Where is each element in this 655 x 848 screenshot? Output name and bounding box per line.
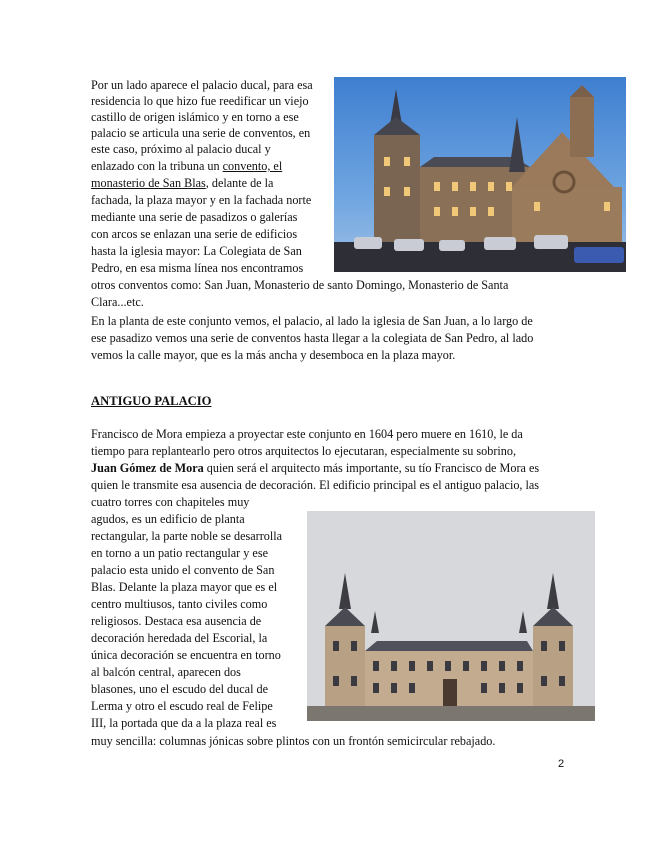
text-line: vemos la calle mayor, que es la más ancha y desemboca en la plaza mayor. bbox=[91, 348, 456, 362]
text-line: III, la portada que da a la plaza real es bbox=[91, 716, 277, 730]
text-line: cuatro torres con chapiteles muy bbox=[91, 495, 250, 509]
text-line bbox=[91, 159, 282, 174]
text-line: otros conventos como: San Juan, Monasterio de santo Domingo, Monasterio de Santa bbox=[91, 278, 509, 292]
page-number: 2 bbox=[558, 758, 565, 770]
text-line: Francisco de Mora empieza a proyectar este conjunto en 1604 pero muere en 1610, le da bbox=[91, 427, 523, 441]
text-line: palacio se articula una serie de conventos, en bbox=[91, 126, 311, 140]
text-line: castillo de origen islámico y en torno a ese bbox=[91, 110, 299, 124]
text-line bbox=[91, 461, 539, 476]
text-line: residencia lo que hizo fue reedificar un viejo bbox=[91, 94, 309, 108]
text-line: fachada, la plaza mayor y en la fachada norte bbox=[91, 193, 312, 207]
text-line: con arcos se enlazan una serie de edificios bbox=[91, 227, 298, 241]
text-line: ese pasadizo vemos una serie de conventos hasta llegar a la colegiata de San Pedro, al lado bbox=[91, 331, 534, 345]
text-segment: quien será el arquitecto más importante, su tío Francisco de Mora es bbox=[203, 461, 540, 475]
bold-name: Juan Gómez de Mora bbox=[91, 461, 204, 475]
text-line: Blas. Delante la plaza mayor que es el bbox=[91, 580, 278, 594]
text-line bbox=[91, 176, 273, 191]
section-heading: ANTIGUO PALACIO bbox=[91, 394, 212, 408]
text-segment: enlazado con la tribuna un bbox=[91, 159, 223, 173]
text-line: palacio esta unido el convento de San bbox=[91, 563, 275, 577]
text-line: blasones, uno el escudo del ducal de bbox=[91, 682, 269, 696]
text-line: centro multiusos, tanto civiles como bbox=[91, 597, 268, 611]
ducal-palace-dusk-photo bbox=[334, 77, 626, 272]
text-line: rectangular, la parte noble se desarrolla bbox=[91, 529, 283, 543]
text-line: única decoración se encuentra en torno bbox=[91, 648, 281, 662]
text-line: En la planta de este conjunto vemos, el palacio, al lado la iglesia de San Juan, a lo largo de bbox=[91, 314, 533, 328]
text-line: Pedro, en esa misma línea nos encontramos bbox=[91, 261, 304, 275]
text-line: Clara...etc. bbox=[91, 295, 144, 309]
text-line: hasta la iglesia mayor: La Colegiata de San bbox=[91, 244, 302, 258]
text-line: este caso, próximo al palacio ducal y bbox=[91, 142, 271, 156]
text-line: al balcón central, aparecen dos bbox=[91, 665, 241, 679]
text-line: Lerma y otro el escudo real de Felipe bbox=[91, 699, 273, 713]
text-line: agudos, es un edificio de planta bbox=[91, 512, 245, 526]
text-line: en torno a un patio rectangular y ese bbox=[91, 546, 268, 560]
palace-facade-photo bbox=[307, 511, 595, 721]
text-line: quien le transmite esa ausencia de decoración. El edificio principal es el antiguo palacio, las bbox=[91, 478, 540, 492]
underlined-text: monasterio de San Blas bbox=[91, 176, 206, 190]
text-line: muy sencilla: columnas jónicas sobre plintos con un frontón semicircular rebajado. bbox=[91, 734, 496, 748]
text-line: decoración heredada del Escorial, la bbox=[91, 631, 268, 645]
underlined-text: convento, el bbox=[222, 159, 283, 173]
text-line: mediante una serie de pasadizos o galerías bbox=[91, 210, 298, 224]
text-line: tiempo para replantearlo pero otros arquitectos lo ejecutaran, especialmente su sobrino, bbox=[91, 444, 517, 458]
text-segment: , delante de la bbox=[205, 176, 274, 190]
text-line: religiosos. Destaca esa ausencia de bbox=[91, 614, 262, 628]
text-line: Por un lado aparece el palacio ducal, para esa bbox=[91, 78, 313, 92]
